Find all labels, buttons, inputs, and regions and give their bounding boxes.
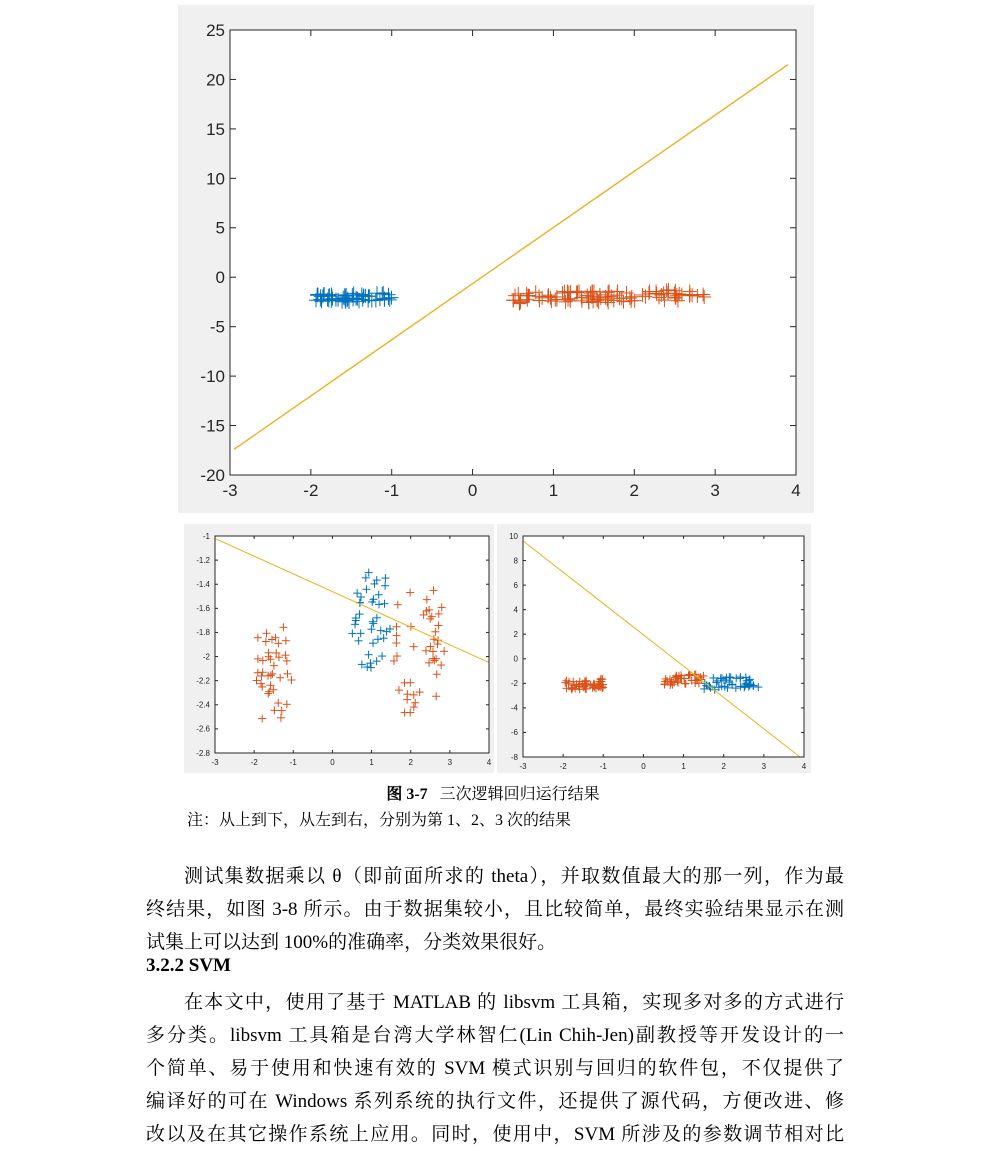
paragraph-results [146,860,844,959]
y-tick-label: 20 [206,70,225,90]
x-tick-label: 3 [447,758,453,767]
y-tick-label: -1.4 [196,580,210,590]
y-tick-label: -6 [510,728,518,738]
x-tick-label: -1 [599,762,607,771]
x-tick-label: -1 [289,758,297,767]
x-tick-label: 1 [548,481,559,500]
scatter-chart-run-1 [178,5,814,513]
paragraph-svm [146,986,844,1151]
x-tick-label: -3 [519,762,527,771]
paragraph-line: 编译好的可在 Windows 系列系统的执行文件，还提供了源代码，方便改进、修 [146,1091,844,1112]
section-heading: 3.2.2 SVM [146,955,231,976]
y-tick-label: 15 [206,119,225,139]
x-tick-label: 4 [791,481,801,500]
y-tick-label: 10 [206,169,225,189]
x-tick-label: 2 [721,762,726,771]
x-tick-label: 4 [801,762,807,771]
x-tick-label: 2 [629,481,640,500]
y-tick-label: -1.6 [196,604,210,614]
y-tick-label: -10 [200,367,225,387]
y-tick-label: -2.2 [196,676,210,686]
x-tick-label: 0 [330,758,335,767]
figure-note: 注：从上到下，从左到右，分别为第 1、2、3 次的结果 [187,812,572,829]
y-tick-label: -2 [510,679,518,689]
y-tick-label: 25 [206,20,225,40]
x-tick-label: 0 [467,481,478,500]
y-tick-label: -15 [200,416,225,436]
y-tick-label: -1.2 [196,555,210,565]
paragraph-line: 多分类。libsvm 工具箱是台湾大学林智仁(Lin Chih-Jen)副教授等开发设计的一 [146,1025,844,1046]
figure-run-2-panel [184,524,494,773]
figure-caption-number: 图 3-7 [386,786,428,803]
y-tick-label: 10 [509,531,518,541]
figure-run-3-panel [497,524,811,773]
y-tick-label: -1.8 [196,628,210,638]
x-tick-label: 2 [408,758,413,767]
x-tick-label: 0 [641,762,646,771]
x-tick-label: 1 [681,762,686,771]
x-tick-label: 3 [710,481,720,500]
x-tick-label: -2 [250,758,258,767]
y-tick-label: -2.4 [196,700,210,710]
figure-caption-text: 三次逻辑回归运行结果 [439,786,600,803]
x-tick-label: 4 [486,758,492,767]
y-tick-label: 4 [513,605,518,615]
y-tick-label: -1 [202,531,210,541]
figure-caption [0,781,986,804]
paragraph-line: 改以及在其它操作系统上应用。同时，使用中，SVM 所涉及的参数调节相对比 [146,1124,844,1145]
paragraph-line: 个简单、易于使用和快速有效的 SVM 模式识别与回归的软件包，不仅提供了 [146,1058,844,1079]
y-tick-label: -2.8 [196,748,210,758]
y-tick-label: 8 [513,556,518,566]
paragraph-line: 在本文中，使用了基于 MATLAB 的 libsvm 工具箱，实现多对多的方式进行 [184,992,844,1013]
scatter-chart-run-2 [184,524,494,773]
x-tick-label: 1 [369,758,374,767]
x-tick-label: 3 [761,762,767,771]
y-tick-label: -8 [510,752,518,762]
y-tick-label: -20 [200,465,225,485]
x-tick-label: -1 [384,481,400,500]
figure-run-1-panel [178,5,814,513]
y-tick-label: 0 [215,268,225,288]
x-tick-label: -3 [211,758,219,767]
y-tick-label: -4 [510,703,518,713]
y-tick-label: -2 [202,652,210,662]
paragraph-line: 测试集数据乘以 θ（即前面所求的 theta），并取数值最大的那一列，作为最 [184,866,844,887]
x-tick-label: -2 [559,762,567,771]
y-tick-label: 0 [513,654,518,664]
y-tick-label: 6 [513,580,518,590]
y-tick-label: -5 [209,317,225,337]
scatter-chart-run-3 [497,524,811,773]
x-tick-label: -2 [303,481,319,500]
paragraph-line: 试集上可以达到 100%的准确率，分类效果很好。 [146,932,557,953]
y-tick-label: -2.6 [196,724,210,734]
y-tick-label: 2 [513,630,518,640]
paragraph-line: 终结果，如图 3-8 所示。由于数据集较小，且比较简单，最终实验结果显示在测 [146,899,844,920]
y-tick-label: 5 [215,218,225,238]
x-tick-label: -3 [222,481,238,500]
